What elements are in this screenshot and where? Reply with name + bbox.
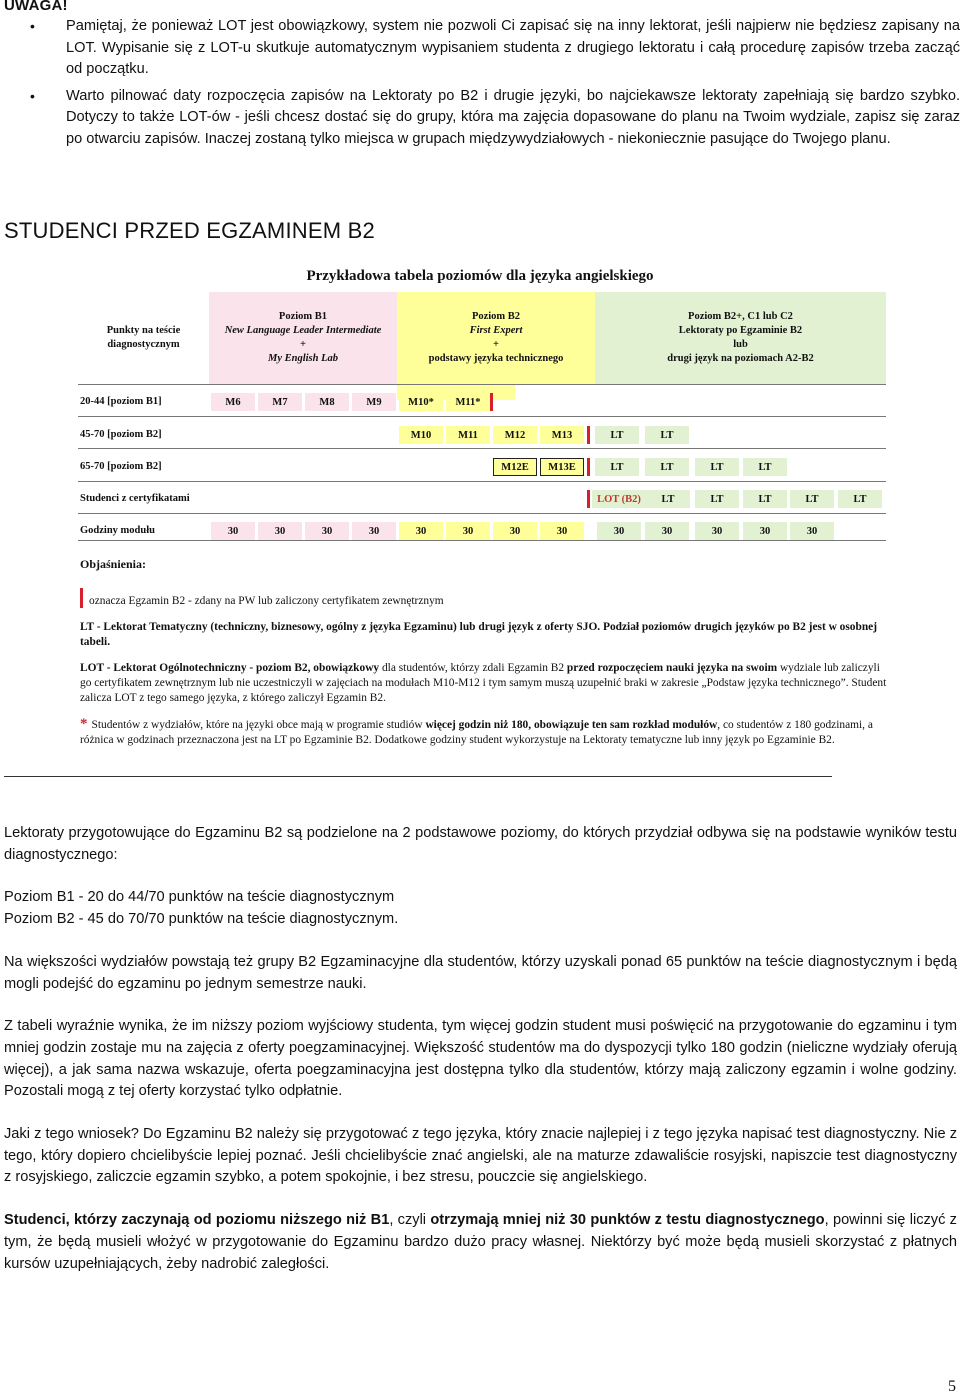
- table-cell: M10*: [399, 393, 443, 411]
- table-cell: 30: [211, 522, 255, 540]
- explanation-text: LOT - Lektorat Ogólnotechniczny -: [80, 662, 257, 674]
- exam-passed-marker: [587, 490, 590, 508]
- table-cell: 30: [645, 522, 689, 540]
- exam-passed-marker: [587, 426, 590, 444]
- table-divider: [78, 481, 886, 482]
- table-cell: M9: [352, 393, 396, 411]
- explanation-star: [80, 717, 892, 748]
- red-marker-icon: [80, 588, 83, 608]
- header-line: Punkty na teście: [106, 325, 181, 336]
- row-label: 45-70 [poziom B2]: [80, 429, 162, 440]
- explanation-text: poziom B2, obowiązkowy: [256, 662, 380, 674]
- bullet-item: [30, 86, 960, 151]
- header-level-b1: [209, 292, 397, 384]
- header-line: My English Lab: [267, 353, 338, 364]
- table-cell: M13E: [540, 458, 584, 476]
- table-divider: [78, 384, 886, 385]
- table-cell: 30: [743, 522, 787, 540]
- figure-title: Przykładowa tabela poziomów dla języka angielskiego: [306, 268, 654, 284]
- table-cell: LT: [695, 490, 739, 508]
- table-cell: 30: [695, 522, 739, 540]
- header-line: podstawy języka technicznego: [428, 353, 564, 364]
- table-cell: M10: [399, 426, 443, 444]
- header-line: Lektoraty po Egzaminie B2: [678, 325, 803, 336]
- header-line: +: [300, 339, 306, 350]
- bullet-dot-icon: •: [30, 18, 35, 34]
- bullet-dot-icon: •: [30, 87, 35, 104]
- table-cell: 30: [493, 522, 537, 540]
- emphasis: Studenci, którzy zaczynają od poziomu niższego niż B1: [4, 1212, 390, 1229]
- emphasis: otrzymają mniej niż 30 punktów z testu diagnostycznego: [430, 1212, 825, 1229]
- exam-passed-marker: [587, 458, 590, 476]
- paragraph-text: , czyli: [389, 1212, 431, 1229]
- table-cell: LT: [645, 426, 689, 444]
- table-cell: M6: [211, 393, 255, 411]
- table-divider: [78, 416, 886, 417]
- table-cell: 30: [258, 522, 302, 540]
- explanation-text: dla studentów, którzy zdali Egzamin B2: [379, 662, 567, 674]
- table-cell: M12: [493, 426, 537, 444]
- levels-table-figure: [78, 292, 886, 542]
- table-cell: LT: [743, 490, 787, 508]
- bullet-item: [30, 16, 960, 81]
- bullet-text: Warto pilnować daty rozpoczęcia zapisów na Lektoraty po B2 i drugie języki, bo najciekawsze lektoraty zapełniają się bardzo szybko. Dotyczy to także LOT-ów - jeśli chcesz dostać się do grupy, która ma zajęcia dopasowane do planu na Twoim wydziale, zapisz się zaraz po otwarciu zapisów. Inaczej zostaną tylko miejsca w grupach międzywydziałowych - niekoniecznie pasujące do Twojego planu.: [66, 87, 960, 147]
- table-cell: M7: [258, 393, 302, 411]
- table-cell: 30: [305, 522, 349, 540]
- table-divider: [78, 513, 886, 514]
- explanation-text: oznacza Egzamin B2 - zdany na PW lub zaliczony certyfikatem zewnętrznym: [89, 595, 444, 607]
- header-level-b2plus: [595, 292, 886, 384]
- paragraph: [4, 1210, 957, 1275]
- paragraph: Na większości wydziałów powstają też grupy B2 Egzaminacyjne dla studentów, którzy uzyskali ponad 65 punktów na teście diagnostycznym i będą mogli podejść do egzaminu po jednym semestrze nauki.: [4, 953, 957, 992]
- row-label: 65-70 [poziom B2]: [80, 461, 162, 472]
- explanation-text: więcej godzin niż 180, obowiązuje ten sam rozkład modułów: [425, 719, 718, 731]
- paragraph: Z tabeli wyraźnie wynika, że im niższy poziom wyjściowy studenta, tym więcej godzin student musi poświęcić na przygotowanie do egzaminu i tym mniej godzin zostaje mu na zajęcia z oferty poegzaminacyjnej. Większość studentów ma do dyspozycji tylko 180 godzin (nieliczne wydziały oferują więcej), a jak sama nazwa wskazuje, oferta poegzaminacyjna jest dostępna tylko dla studentów, którzy mają zaliczony egzamin i wolne godziny. Pozostali mogą z tej oferty korzystać tylko odpłatnie.: [4, 1018, 957, 1100]
- table-cell: 30: [446, 522, 490, 540]
- table-cell: M11*: [446, 393, 490, 411]
- table-cell: LT: [790, 490, 834, 508]
- header-line: New Language Leader Intermediate: [224, 325, 382, 336]
- explanations-block: [80, 557, 892, 759]
- bullet-text: Pamiętaj, że ponieważ LOT jest obowiązkowy, system nie pozwoli Ci zapisać się na inny lektorat, jeśli najpierw nie będziesz zapisany na LOT. Wypisanie się z LOT-u skutkuje automatycznym wypisaniem studenta z drugiego lektoratu i całą procedurę zapisów trzeba zacząć od początku.: [66, 18, 960, 77]
- explanation-text: wydziale lub zaliczyli go certyfikatem zewnętrznym lub nie uczestniczyli w zajęciach na modułach M10-M12 i tym samym muszą uzupełnić braki w zakresie „Podstaw języka technicznego”. Student zalicza LOT z tego samego języka, z którego zaliczył Egzamin B2.: [80, 662, 887, 704]
- header-line: +: [493, 339, 499, 350]
- table-cell: M12E: [493, 458, 537, 476]
- header-line: Poziom B2: [471, 311, 521, 322]
- table-cell: M11: [446, 426, 490, 444]
- warning-bullet-list: [30, 16, 960, 155]
- paragraph: Poziom B1 - 20 do 44/70 punktów na teście diagnostycznym: [4, 889, 395, 906]
- table-cell: LT: [646, 490, 690, 508]
- row-label: 20-44 [poziom B1]: [80, 396, 162, 407]
- table-cell: LOT (B2): [592, 490, 646, 508]
- table-divider: [78, 448, 886, 449]
- paragraph: Poziom B2 - 45 do 70/70 punktów na teście diagnostycznym.: [4, 911, 399, 928]
- table-cell: 30: [597, 522, 641, 540]
- table-cell: LT: [838, 490, 882, 508]
- table-cell: 30: [399, 522, 443, 540]
- header-line: First Expert: [469, 325, 523, 336]
- table-cell: LT: [595, 458, 639, 476]
- table-cell: LT: [743, 458, 787, 476]
- asterisk-icon: *: [80, 716, 88, 732]
- table-cell: LT: [645, 458, 689, 476]
- header-line: lub: [733, 339, 748, 350]
- explanation-lt: LT - Lektorat Tematyczny (techniczny, biznesowy, ogólny z języka Egzaminu) lub drugi język z oferty SJO. Podział poziomów drugich języków po B2 jest w osobnej tabeli.: [80, 621, 878, 648]
- explanation-text: , co studentów z 180 godzinami, a różnica w godzinach przeznaczona jest na LT po Egzaminie B2. Dodatkowe godziny student wykorzystuje na Lektoraty tematyczne lub inny język po Egzaminie B2.: [80, 719, 873, 746]
- page-number: 5: [948, 1378, 956, 1395]
- table-cell: 30: [540, 522, 584, 540]
- header-punkty: [78, 292, 209, 384]
- section-heading: STUDENCI PRZED EGZAMINEM B2: [4, 218, 375, 243]
- explanations-title: Objaśnienia:: [80, 557, 147, 571]
- paragraph: Jaki z tego wniosek? Do Egzaminu B2 należy się przygotować z tego języka, który znacie najlepiej i z tego języka napisać test diagnostyczny. Nie z tego, który dopiero chcielibyście lepiej poznać. Jeśli chcielibyście znać angielski, ale na maturze zdawaliście rosyjski, napiszcie test diagnostyczny z rosyjskiego, zaliczcie egzamin szybko, a potem spokojnie, i bez stresu, pouczcie się angielskiego.: [4, 1126, 957, 1186]
- table-cell: 30: [790, 522, 834, 540]
- warning-title: UWAGA!: [4, 0, 68, 14]
- table-cell: M8: [305, 393, 349, 411]
- paragraph: Lektoraty przygotowujące do Egzaminu B2 są podzielone na 2 podstawowe poziomy, do których przydział odbywa się na podstawie wyników testu diagnostycznego:: [4, 825, 957, 863]
- exam-passed-marker: [490, 393, 493, 411]
- header-line: diagnostycznym: [107, 339, 180, 350]
- body-text: [4, 823, 957, 1296]
- table-cell: LT: [695, 458, 739, 476]
- explanation-text: Studentów z wydziałów, które na języki obce mają w programie studiów: [91, 719, 426, 731]
- table-cell: LT: [595, 426, 639, 444]
- explanation-lot: [80, 661, 892, 706]
- header-line: Poziom B1: [278, 311, 328, 322]
- row-label: Studenci z certyfikatami: [80, 493, 190, 504]
- explanation-text: przed rozpoczęciem nauki języka na swoim: [566, 662, 778, 674]
- paragraph-text: , powinni się liczyć z tym, że będą musieli włożyć w przygotowanie do Egzaminu bardzo dużo pracy własnej. Niektórzy być może będą musieli skorzystać z płatnych kursów uzupełniających, żeby nadrobić zaległości.: [4, 1212, 957, 1272]
- header-line: drugi język na poziomach A2-B2: [667, 353, 814, 364]
- table-cell: M13: [540, 426, 584, 444]
- table-cell: 30: [352, 522, 396, 540]
- explanation-red: [80, 588, 892, 609]
- row-label: Godziny modułu: [80, 525, 155, 536]
- header-level-b2: [397, 292, 595, 384]
- table-divider: [78, 540, 886, 541]
- separator-line: [4, 776, 832, 777]
- header-line: Poziom B2+, C1 lub C2: [688, 311, 793, 322]
